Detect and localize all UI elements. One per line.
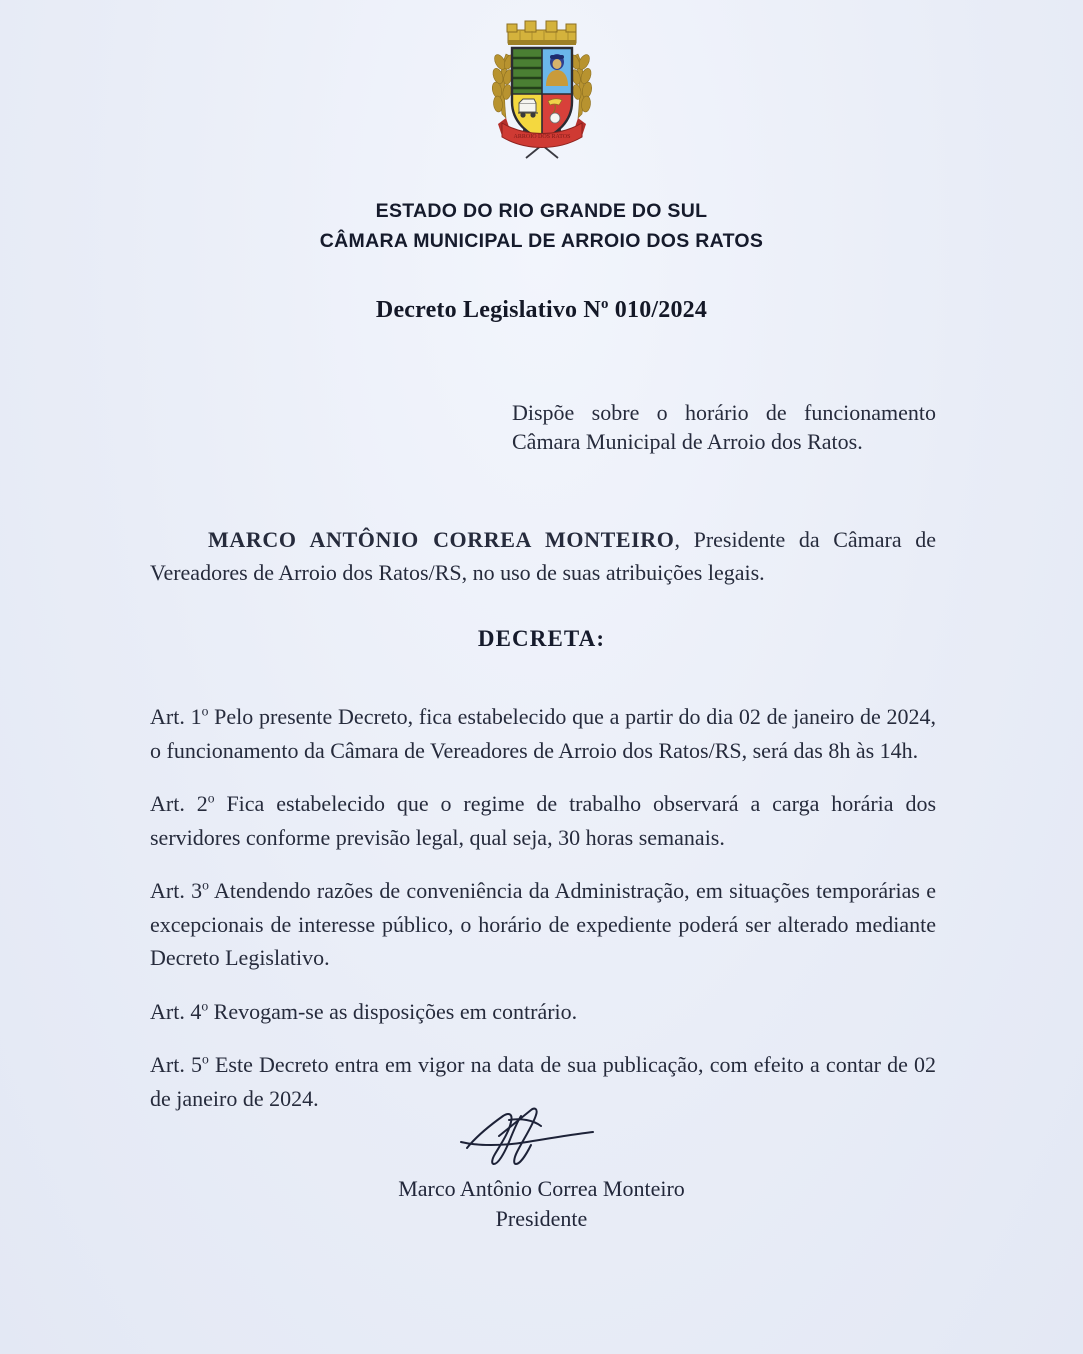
coat-of-arms-container: [0, 6, 1083, 174]
article-1-text: Pelo presente Decreto, fica estabelecido que a partir do dia 02 de janeiro de 2024, o funcionamento da Câmara de Vereadores de Arroio dos Ratos/RS, será das 8h às 14h.: [150, 704, 936, 763]
article-2: [150, 787, 936, 854]
handwritten-signature-icon: [447, 1098, 637, 1174]
coat-of-arms-icon: [476, 6, 608, 174]
article-1-label: Art. 1: [150, 704, 202, 729]
preamble-rest: , Presidente da Câmara de Vereadores de Arroio dos Ratos/RS, no uso de suas atribuições legais.: [150, 527, 936, 585]
article-1: [150, 700, 936, 767]
article-4-label: Art. 4: [150, 998, 202, 1024]
article-2-label: Art. 2: [150, 791, 208, 816]
signature-role: Presidente: [495, 1206, 588, 1231]
document-header: [0, 196, 1083, 256]
article-3-ordinal: o: [202, 877, 209, 893]
article-5-ordinal: o: [202, 1051, 209, 1067]
sphere-charge: [550, 113, 560, 123]
mural-crown-icon: [507, 21, 576, 45]
header-line-chamber: CÂMARA MUNICIPAL DE ARROIO DOS RATOS: [319, 230, 764, 252]
decreta-label: DECRETA:: [477, 626, 606, 651]
signature-block: [0, 1098, 1083, 1234]
article-2-text: Fica estabelecido que o regime de trabalho observará a carga horária dos servidores conforme previsão legal, qual seja, 30 horas semanais.: [150, 791, 937, 850]
articles-container: [150, 700, 936, 1135]
article-3-text: Atendendo razões de conveniência da Administração, em situações temporárias e excepcionais de interesse público, o horário de expediente poderá ser alterado mediante Decreto Legislativo.: [150, 878, 936, 970]
document-title: [0, 297, 1083, 324]
article-4-ordinal: o: [201, 998, 209, 1014]
preamble-paragraph: [150, 523, 936, 589]
ribbon-text: ARROIO DOS RATOS: [513, 134, 570, 140]
article-1-ordinal: o: [201, 703, 209, 719]
shield-icon: [512, 48, 572, 140]
article-4: [150, 995, 936, 1029]
title-number: 010/2024: [608, 297, 708, 323]
ementa-summary: Dispõe sobre o horário de funcionamento Câmara Municipal de Arroio dos Ratos.: [512, 400, 936, 454]
title-prefix: Decreto Legislativo N: [375, 297, 601, 323]
article-3-label: Art. 3: [150, 878, 203, 903]
title-ordinal-mark: o: [600, 296, 609, 312]
article-5-text: Este Decreto entra em vigor na data de sua publicação, com efeito a contar de 02 de janeiro de 2024.: [150, 1052, 937, 1111]
article-3: [150, 874, 936, 975]
article-4-text: Revogam-se as disposições em contrário.: [208, 998, 578, 1024]
president-name: MARCO ANTÔNIO CORREA MONTEIRO: [208, 527, 675, 552]
article-5-label: Art. 5: [150, 1052, 202, 1077]
signature-name: Marco Antônio Correa Monteiro: [398, 1176, 685, 1201]
article-2-ordinal: o: [207, 790, 215, 806]
header-line-state: ESTADO DO RIO GRANDE DO SUL: [375, 200, 708, 222]
